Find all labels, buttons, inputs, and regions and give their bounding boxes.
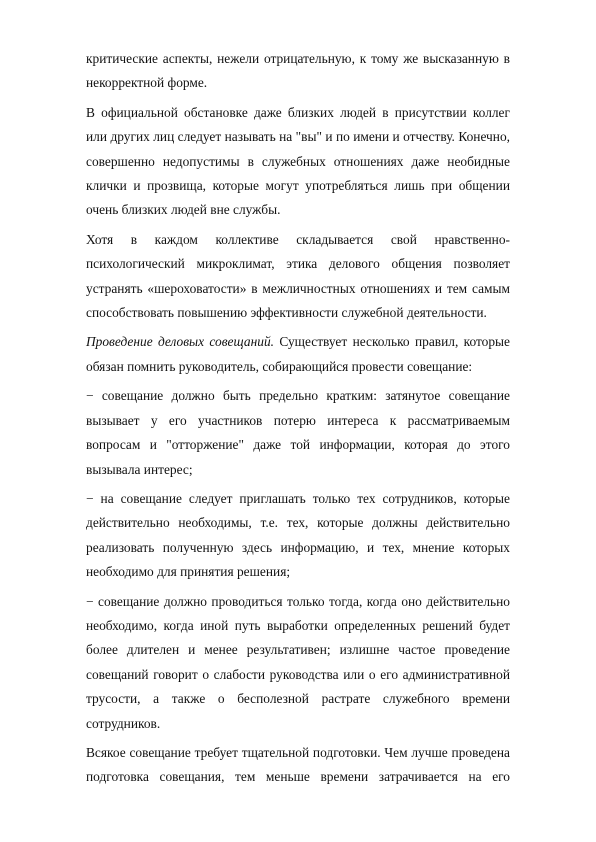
- list-item-brief: − совещание должно быть предельно кратким: затянутое совещание вызывает у его участников потерю интереса к рассматриваемым вопросам и "отторжение" даже той информации, которая до этого вызывала интерес;: [86, 388, 510, 477]
- list-item-necessity: − совещание должно проводиться только тогда, когда оно действительно необходимо, когда иной путь выработки определенных решений будет более длителен и менее результативен; излишне частое проведение совещаний говорит о слабости руководства или о его административной трусости, а также о бесполезной растрате служебного времени сотрудников.: [86, 593, 510, 731]
- paragraph-official-address: В официальной обстановке даже близких людей в присутствии коллег или других лиц следует называть на "вы" и по имени и отчеству. Конечно, совершенно недопустимы в служебных отношениях даже необидные клички и прозвища, которые могут употребляться лишь при общении очень близких людей вне службы.: [86, 104, 510, 218]
- paragraph-continuation: критические аспекты, нежели отрицательную, к тому же высказанную в некорректной форме.: [86, 51, 510, 91]
- paragraph-meetings-intro: [86, 330, 510, 379]
- paragraph-preparation: Всякое совещание требует тщательной подготовки. Чем лучше проведена подготовка совещания, тем меньше времени затрачивается на его: [86, 744, 510, 785]
- section-lead: Проведение деловых совещаний.: [86, 334, 275, 350]
- list-item-invitees: − на совещание следует приглашать только тех сотрудников, которые действительно необходимы, т.е. тех, которые должны действительно реализовать полученную здесь информацию, и тех, мнение которых необходимо для принятия решения;: [86, 490, 510, 580]
- document-page: [86, 47, 510, 795]
- meetings-intro-text: Существует несколько правил, которые обязан помнить руководитель, собирающийся провести совещание:: [86, 334, 510, 374]
- paragraph-microclimate: Хотя в каждом коллективе складывается свой нравственно-психологический микроклимат, этика делового общения позволяет устранять «шероховатости» в межличностных отношениях и тем самым способствовать повышению эффективности служебной деятельности.: [86, 231, 510, 321]
